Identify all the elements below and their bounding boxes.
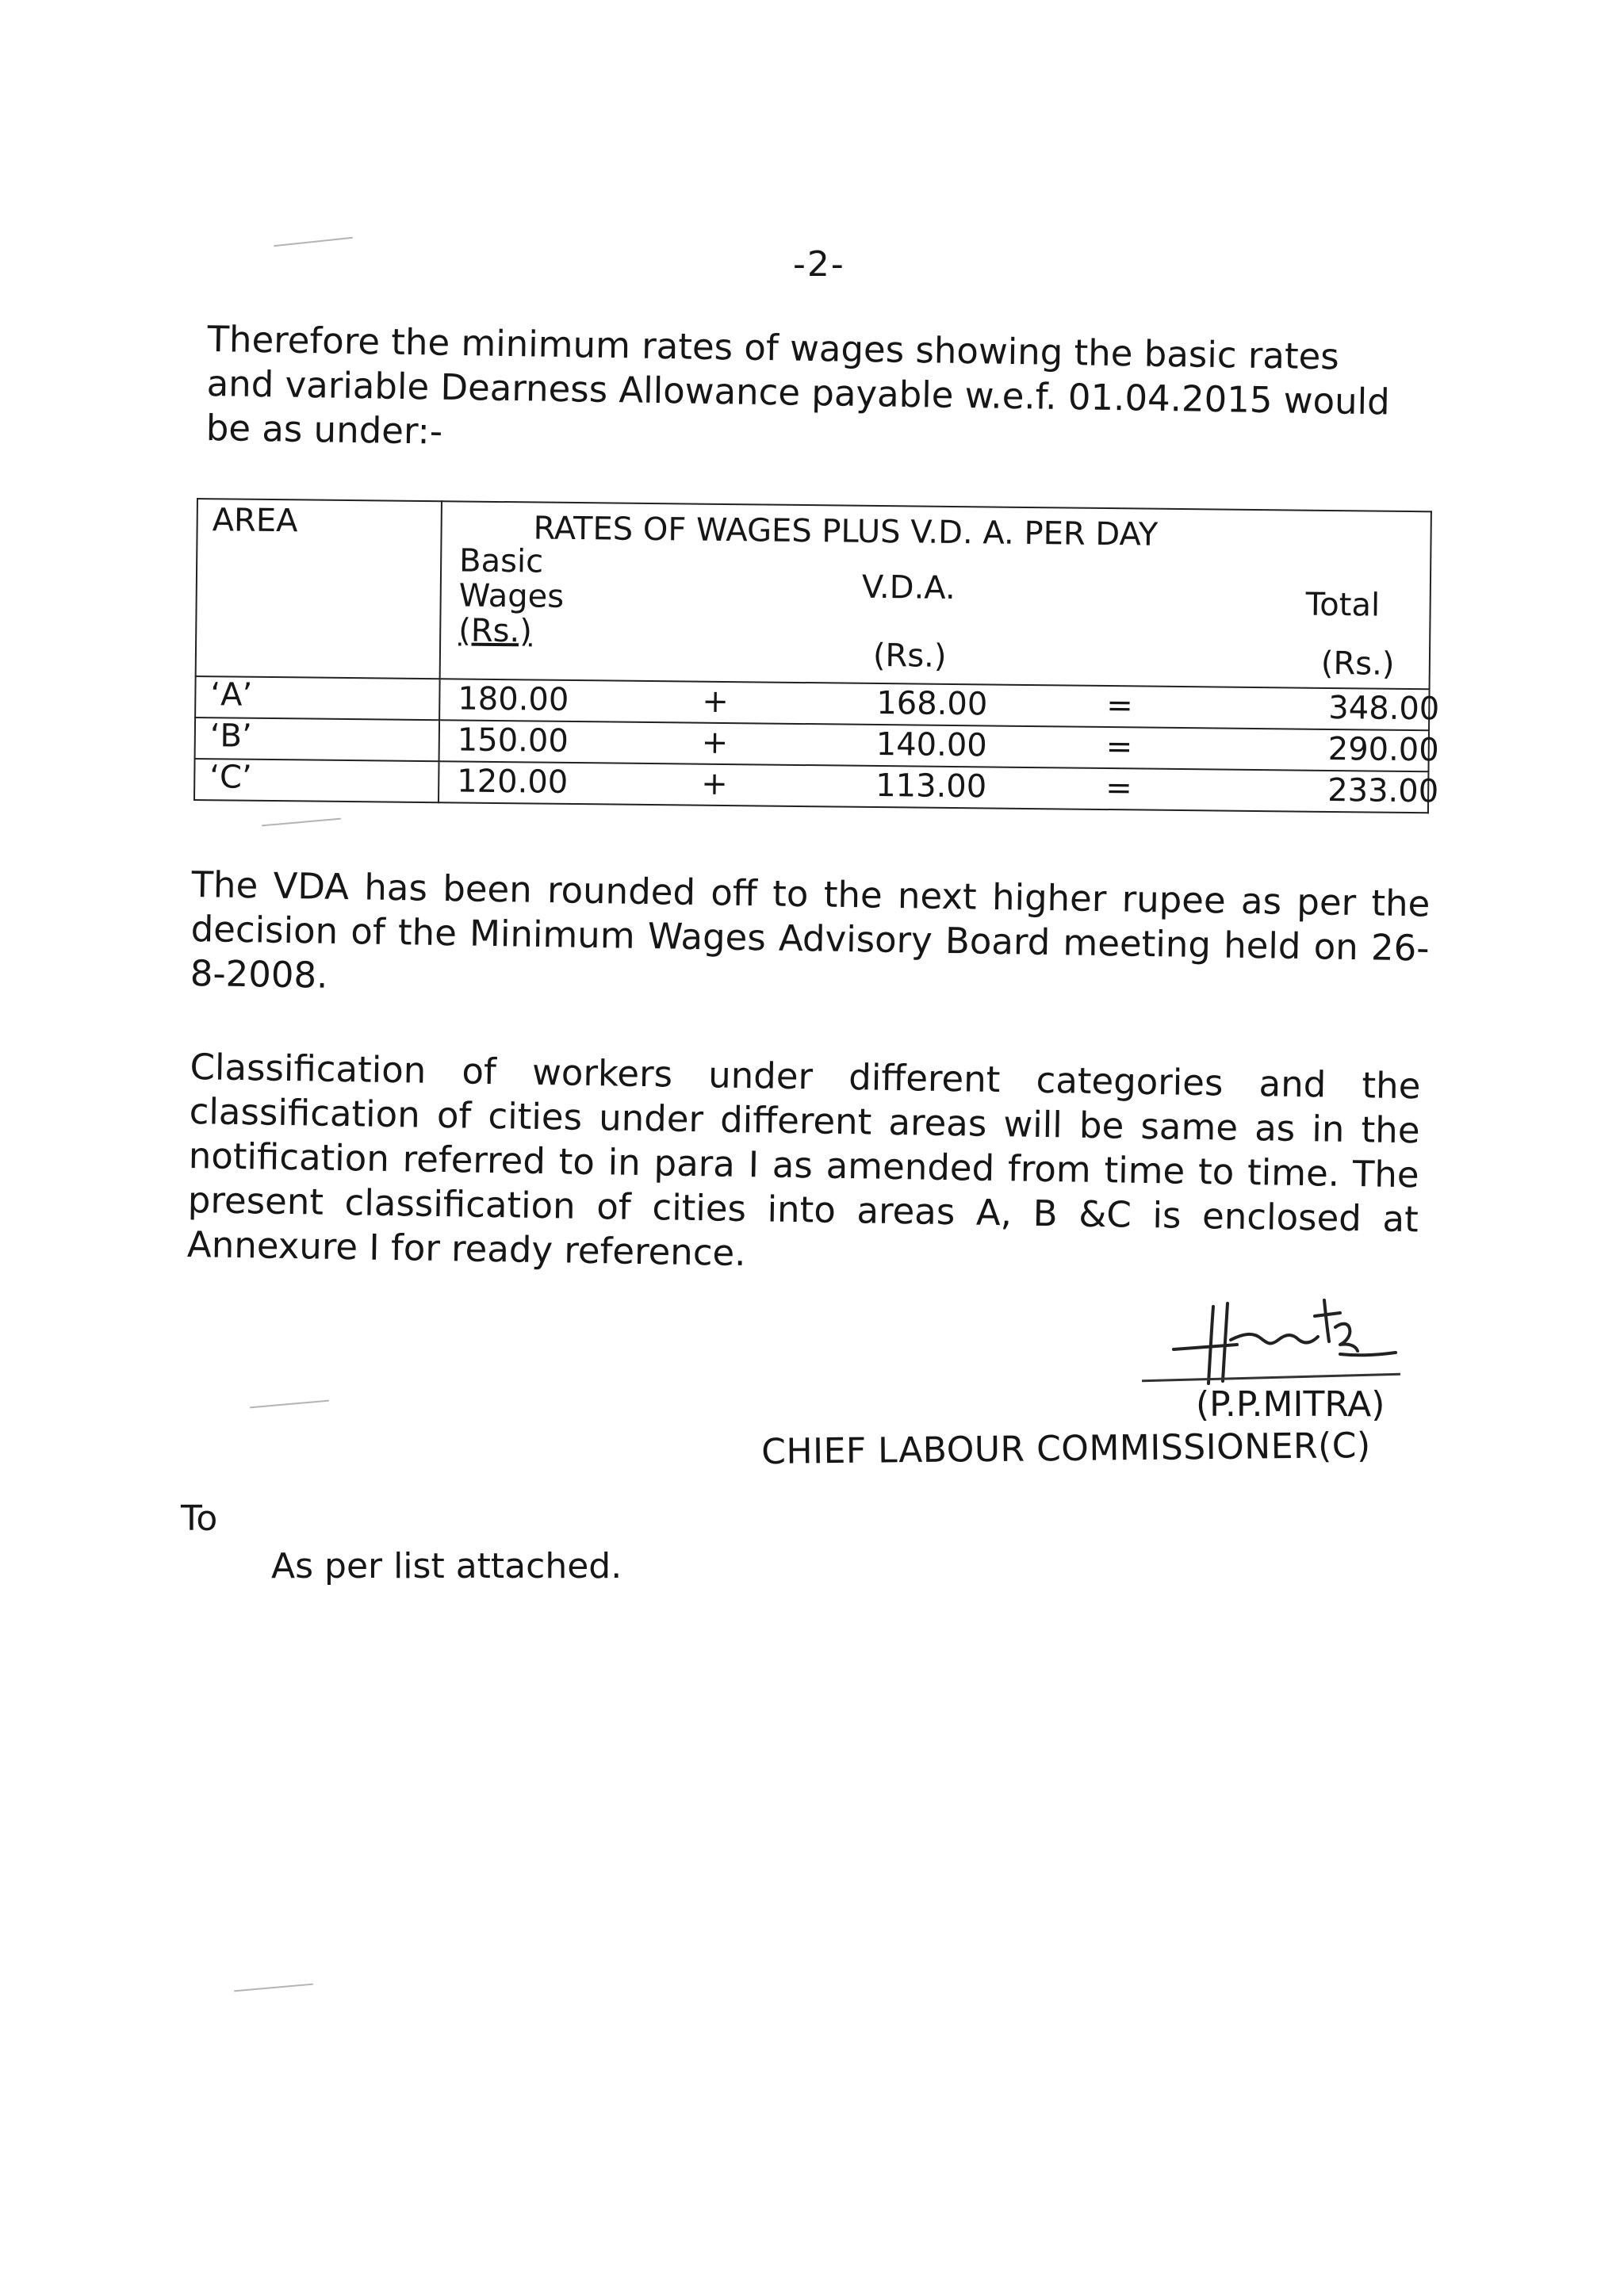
vda-note-paragraph: The VDA has been rounded off to the next higher rupee as per the decision of the Minimum Wages Advisory Board meeting held on 26-8-2008.	[190, 863, 1431, 997]
total-header: Total	[1305, 586, 1381, 624]
intro-paragraph: Therefore the minimum rates of wages showing the basic rates and variable Dearness Allowance payable w.e.f. 01.04.2015 would be as under:-	[205, 317, 1391, 453]
scan-mark	[274, 237, 353, 247]
wage-table	[193, 498, 1440, 813]
vda-value: 168.00	[876, 684, 988, 723]
rates-header: RATES OF WAGES PLUS V.D. A. PER DAY	[533, 510, 1159, 553]
plus-sign: +	[701, 765, 729, 803]
basic-header-line2: Wages	[458, 577, 565, 615]
signatory-name: (P.P.MITRA)	[1196, 1384, 1385, 1425]
wage-table-container	[193, 498, 1440, 810]
area-cell: ‘A’	[195, 676, 440, 720]
signatory-title: CHIEF LABOUR COMMISSIONER(C)	[761, 1425, 1371, 1472]
total-value: 290.00	[1327, 730, 1439, 769]
basic-wages-header	[458, 543, 618, 649]
basic-header-line1: Basic	[458, 542, 544, 580]
area-header: AREA	[212, 502, 298, 540]
total-value: 233.00	[1327, 771, 1439, 810]
basic-value: 150.00	[457, 721, 569, 760]
table-header-row	[196, 499, 1431, 689]
plus-sign: +	[702, 683, 730, 721]
to-label: To	[181, 1498, 218, 1539]
area-header-cell	[196, 499, 442, 679]
vda-unit: (Rs.)	[872, 637, 947, 675]
vda-header: V.D.A.	[861, 568, 956, 607]
recipients-line: As per list attached.	[271, 1546, 622, 1586]
total-unit: (Rs.)	[1320, 645, 1395, 683]
equals-sign: =	[1105, 729, 1133, 766]
plus-sign: +	[701, 724, 729, 762]
total-value: 348.00	[1328, 689, 1440, 728]
equals-sign: =	[1105, 770, 1132, 807]
vda-value: 140.00	[875, 725, 987, 764]
scan-mark	[234, 1984, 313, 1992]
page-number: -2-	[793, 244, 845, 285]
vda-value: 113.00	[875, 767, 987, 806]
basic-value: 180.00	[458, 680, 569, 718]
basic-value: 120.00	[457, 763, 569, 801]
classification-paragraph: Classification of workers under different categories and the classification of cities under different areas will be same as in the notification referred to in para I as amended from time to time. The present classification of cities into areas A, B &C is enclosed at Annexure I for ready reference.	[186, 1045, 1421, 1275]
scan-mark	[262, 818, 341, 827]
area-cell: ‘B’	[195, 718, 440, 761]
equals-sign: =	[1106, 687, 1134, 725]
basic-unit: (Rs.)	[458, 612, 533, 650]
rates-header-cell	[440, 501, 1431, 689]
scan-mark	[250, 1400, 329, 1409]
area-cell: ‘C’	[194, 759, 439, 802]
